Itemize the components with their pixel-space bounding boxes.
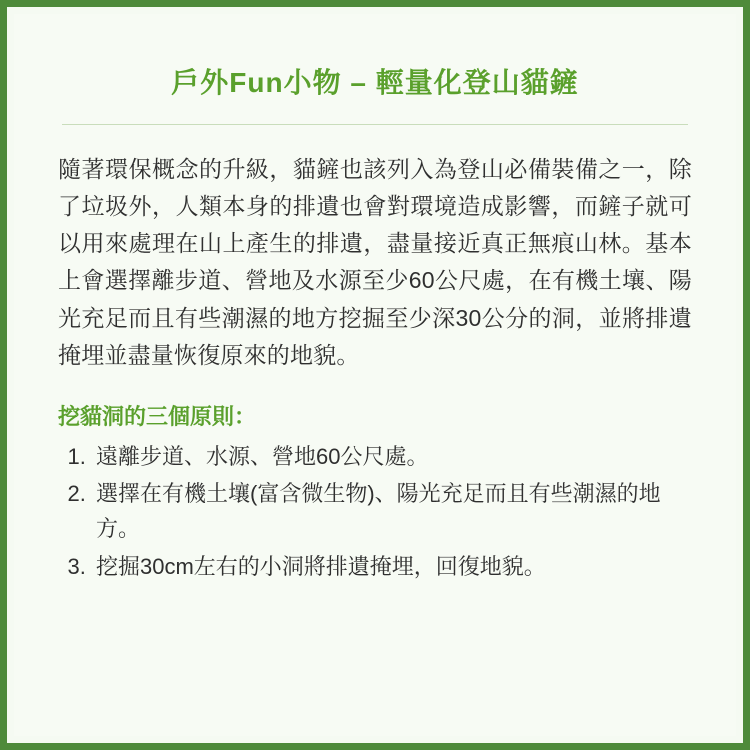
document-content — [14, 14, 736, 736]
list-item: 3. 挖掘30cm左右的小洞將排遺掩埋，回復地貌。 — [92, 549, 692, 584]
title-divider — [62, 124, 688, 125]
section-heading-principles: 挖貓洞的三個原則： — [58, 404, 257, 430]
intro-paragraph: 隨著環保概念的升級，貓鏟也該列入為登山必備裝備之一，除了垃圾外，人類本身的排遺也會對環境造成影響，而鏟子就可以用來處理在山上產生的排遺，盡量接近真正無痕山林。基本上會選擇離步道、營地及水源至少60公尺處，在有機土壤、陽光充足而且有些潮濕的地方挖掘至少深30公分的洞，並將排遺掩埋並盡量恢復原來的地貌。 — [58, 155, 692, 368]
list-item: 2. 選擇在有機土壤(富含微生物)、陽光充足而且有些潮濕的地方。 — [92, 476, 692, 546]
page-title: 戶外Fun小物 – 輕量化登山貓鏟 — [171, 67, 579, 98]
principles-list — [58, 439, 692, 584]
list-item: 1. 遠離步道、水源、營地60公尺處。 — [92, 439, 692, 474]
